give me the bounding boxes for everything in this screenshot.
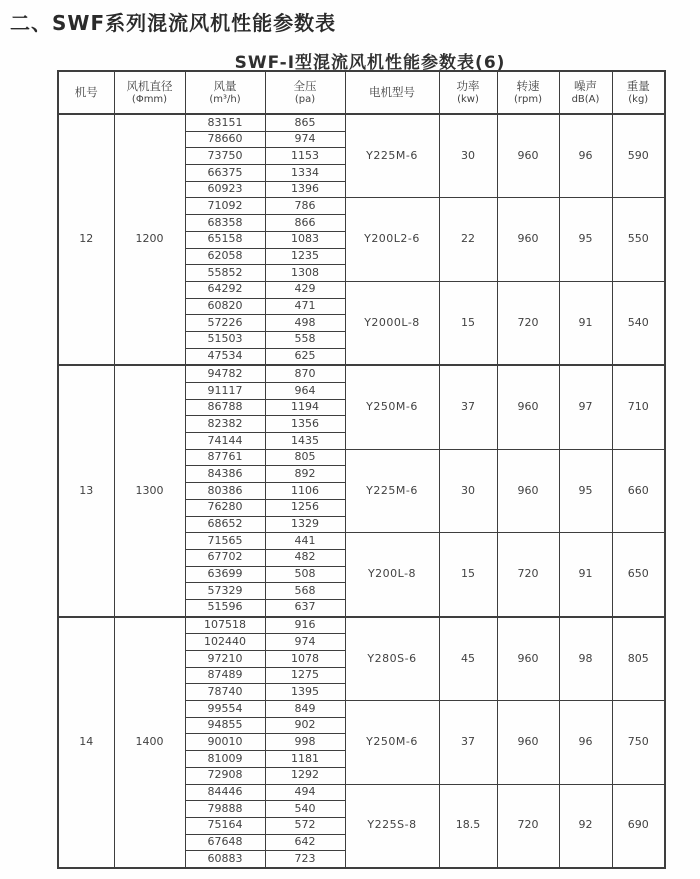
col-header-label: 机号	[74, 84, 98, 99]
power-cell: 30	[439, 114, 497, 198]
speed-cell: 960	[497, 617, 559, 701]
speed-cell: 720	[497, 281, 559, 365]
power-cell: 18.5	[439, 784, 497, 868]
airflow-cell: 51596	[185, 599, 265, 616]
airflow-cell: 62058	[185, 248, 265, 265]
airflow-cell: 107518	[185, 617, 265, 634]
pressure-cell: 441	[265, 533, 345, 550]
col-header-label: 风量	[213, 78, 237, 93]
pressure-cell: 805	[265, 449, 345, 466]
airflow-cell: 65158	[185, 231, 265, 248]
pressure-cell: 849	[265, 701, 345, 718]
pressure-cell: 1181	[265, 751, 345, 768]
pressure-cell: 625	[265, 348, 345, 365]
airflow-cell: 60923	[185, 181, 265, 198]
airflow-cell: 63699	[185, 566, 265, 583]
fan-performance-table	[57, 70, 666, 869]
col-header-pressure	[265, 71, 345, 114]
airflow-cell: 94855	[185, 717, 265, 734]
motor-model-cell: Y200L2-6	[345, 198, 439, 281]
col-header-unit: (kw)	[457, 93, 479, 105]
noise-cell: 96	[559, 701, 612, 784]
speed-cell: 960	[497, 365, 559, 449]
pressure-cell: 916	[265, 617, 345, 634]
airflow-cell: 91117	[185, 383, 265, 400]
motor-model-cell: Y2000L-8	[345, 281, 439, 365]
speed-cell: 960	[497, 114, 559, 198]
table-title: SWF-I型混流风机性能参数表(6)	[234, 53, 506, 73]
airflow-cell: 94782	[185, 365, 265, 382]
motor-model-cell: Y225M-6	[345, 114, 439, 198]
speed-cell: 720	[497, 784, 559, 868]
noise-cell: 95	[559, 198, 612, 281]
pressure-cell: 572	[265, 817, 345, 834]
airflow-cell: 90010	[185, 734, 265, 751]
table-row	[58, 617, 665, 634]
airflow-cell: 102440	[185, 634, 265, 651]
airflow-cell: 55852	[185, 265, 265, 282]
weight-cell: 650	[612, 533, 665, 617]
airflow-cell: 71092	[185, 198, 265, 215]
col-header-label: 电机型号	[369, 84, 415, 99]
col-header-airflow	[185, 71, 265, 114]
airflow-cell: 99554	[185, 701, 265, 718]
airflow-cell: 87489	[185, 667, 265, 684]
pressure-cell: 642	[265, 834, 345, 851]
motor-model-cell: Y225S-8	[345, 784, 439, 868]
pressure-cell: 1329	[265, 516, 345, 533]
airflow-cell: 79888	[185, 801, 265, 818]
col-header-noise	[559, 71, 612, 114]
airflow-cell: 81009	[185, 751, 265, 768]
weight-cell: 550	[612, 198, 665, 281]
pressure-cell: 974	[265, 634, 345, 651]
col-header-label: 风机直径	[126, 78, 173, 93]
weight-cell: 690	[612, 784, 665, 868]
pressure-cell: 508	[265, 566, 345, 583]
pressure-cell: 723	[265, 851, 345, 868]
weight-cell: 590	[612, 114, 665, 198]
pressure-cell: 1396	[265, 181, 345, 198]
speed-cell: 720	[497, 533, 559, 617]
machine-no-cell: 14	[58, 617, 114, 868]
noise-cell: 95	[559, 449, 612, 532]
col-header-diameter	[114, 71, 185, 114]
power-cell: 15	[439, 281, 497, 365]
pressure-cell: 1235	[265, 248, 345, 265]
airflow-cell: 74144	[185, 433, 265, 450]
pressure-cell: 1153	[265, 148, 345, 165]
airflow-cell: 84386	[185, 466, 265, 483]
motor-model-cell: Y250M-6	[345, 365, 439, 449]
power-cell: 37	[439, 365, 497, 449]
diameter-cell: 1300	[114, 365, 185, 616]
weight-cell: 750	[612, 701, 665, 784]
pressure-cell: 974	[265, 131, 345, 148]
airflow-cell: 84446	[185, 784, 265, 801]
col-header-unit: dB(A)	[571, 93, 600, 105]
diameter-cell: 1200	[114, 114, 185, 365]
pressure-cell: 1275	[265, 667, 345, 684]
noise-cell: 98	[559, 617, 612, 701]
airflow-cell: 78660	[185, 131, 265, 148]
airflow-cell: 57329	[185, 583, 265, 600]
col-header-label: 功率	[456, 78, 480, 93]
col-header-label: 重量	[626, 78, 650, 93]
airflow-cell: 68358	[185, 215, 265, 232]
col-header-unit: (kg)	[628, 93, 649, 105]
noise-cell: 96	[559, 114, 612, 198]
col-header-unit: (rpm)	[513, 93, 542, 105]
airflow-cell: 51503	[185, 331, 265, 348]
table-row	[58, 114, 665, 131]
weight-cell: 805	[612, 617, 665, 701]
power-cell: 45	[439, 617, 497, 701]
noise-cell: 91	[559, 533, 612, 617]
pressure-cell: 482	[265, 549, 345, 566]
pressure-cell: 902	[265, 717, 345, 734]
airflow-cell: 76280	[185, 499, 265, 516]
pressure-cell: 1356	[265, 416, 345, 433]
airflow-cell: 66375	[185, 165, 265, 182]
weight-cell: 540	[612, 281, 665, 365]
noise-cell: 92	[559, 784, 612, 868]
machine-no-cell: 13	[58, 365, 114, 616]
airflow-cell: 73750	[185, 148, 265, 165]
airflow-cell: 86788	[185, 399, 265, 416]
pressure-cell: 786	[265, 198, 345, 215]
airflow-cell: 68652	[185, 516, 265, 533]
machine-no-cell: 12	[58, 114, 114, 365]
airflow-cell: 64292	[185, 281, 265, 298]
motor-model-cell: Y280S-6	[345, 617, 439, 701]
pressure-cell: 1395	[265, 684, 345, 701]
airflow-cell: 78740	[185, 684, 265, 701]
airflow-cell: 47534	[185, 348, 265, 365]
table-row	[58, 365, 665, 382]
weight-cell: 710	[612, 365, 665, 449]
speed-cell: 960	[497, 449, 559, 532]
noise-cell: 97	[559, 365, 612, 449]
power-cell: 30	[439, 449, 497, 532]
airflow-cell: 87761	[185, 449, 265, 466]
pressure-cell: 1256	[265, 499, 345, 516]
pressure-cell: 1083	[265, 231, 345, 248]
col-header-unit: (pa)	[294, 93, 316, 105]
pressure-cell: 892	[265, 466, 345, 483]
motor-model-cell: Y225M-6	[345, 449, 439, 532]
airflow-cell: 67648	[185, 834, 265, 851]
pressure-cell: 568	[265, 583, 345, 600]
airflow-cell: 57226	[185, 315, 265, 332]
col-header-speed	[497, 71, 559, 114]
pressure-cell: 429	[265, 281, 345, 298]
airflow-cell: 97210	[185, 651, 265, 668]
pressure-cell: 870	[265, 365, 345, 382]
pressure-cell: 866	[265, 215, 345, 232]
speed-cell: 960	[497, 198, 559, 281]
pressure-cell: 540	[265, 801, 345, 818]
airflow-cell: 82382	[185, 416, 265, 433]
pressure-cell: 1292	[265, 767, 345, 784]
airflow-cell: 80386	[185, 483, 265, 500]
airflow-cell: 72908	[185, 767, 265, 784]
table-container	[57, 70, 666, 869]
col-header-machine-no	[58, 71, 114, 114]
power-cell: 37	[439, 701, 497, 784]
weight-cell: 660	[612, 449, 665, 532]
motor-model-cell: Y250M-6	[345, 701, 439, 784]
col-header-label: 转速	[516, 78, 540, 93]
speed-cell: 960	[497, 701, 559, 784]
col-header-label: 噪声	[574, 78, 597, 93]
airflow-cell: 60883	[185, 851, 265, 868]
airflow-cell: 75164	[185, 817, 265, 834]
pressure-cell: 498	[265, 315, 345, 332]
col-header-power	[439, 71, 497, 114]
page-title: 二、SWF系列混流风机性能参数表	[10, 11, 337, 35]
col-header-unit: (m³/h)	[209, 93, 241, 105]
pressure-cell: 865	[265, 114, 345, 131]
pressure-cell: 637	[265, 599, 345, 616]
pressure-cell: 1308	[265, 265, 345, 282]
pressure-cell: 471	[265, 298, 345, 315]
header-row	[58, 71, 665, 114]
pressure-cell: 964	[265, 383, 345, 400]
airflow-cell: 60820	[185, 298, 265, 315]
pressure-cell: 1334	[265, 165, 345, 182]
airflow-cell: 67702	[185, 549, 265, 566]
power-cell: 22	[439, 198, 497, 281]
airflow-cell: 71565	[185, 533, 265, 550]
airflow-cell: 83151	[185, 114, 265, 131]
power-cell: 15	[439, 533, 497, 617]
pressure-cell: 494	[265, 784, 345, 801]
motor-model-cell: Y200L-8	[345, 533, 439, 617]
pressure-cell: 1106	[265, 483, 345, 500]
noise-cell: 91	[559, 281, 612, 365]
col-header-weight	[612, 71, 665, 114]
col-header-motor-model	[345, 71, 439, 114]
col-header-unit: (Φmm)	[131, 93, 168, 105]
pressure-cell: 1194	[265, 399, 345, 416]
pressure-cell: 1078	[265, 651, 345, 668]
pressure-cell: 998	[265, 734, 345, 751]
diameter-cell: 1400	[114, 617, 185, 868]
pressure-cell: 1435	[265, 433, 345, 450]
col-header-label: 全压	[293, 78, 317, 93]
pressure-cell: 558	[265, 331, 345, 348]
